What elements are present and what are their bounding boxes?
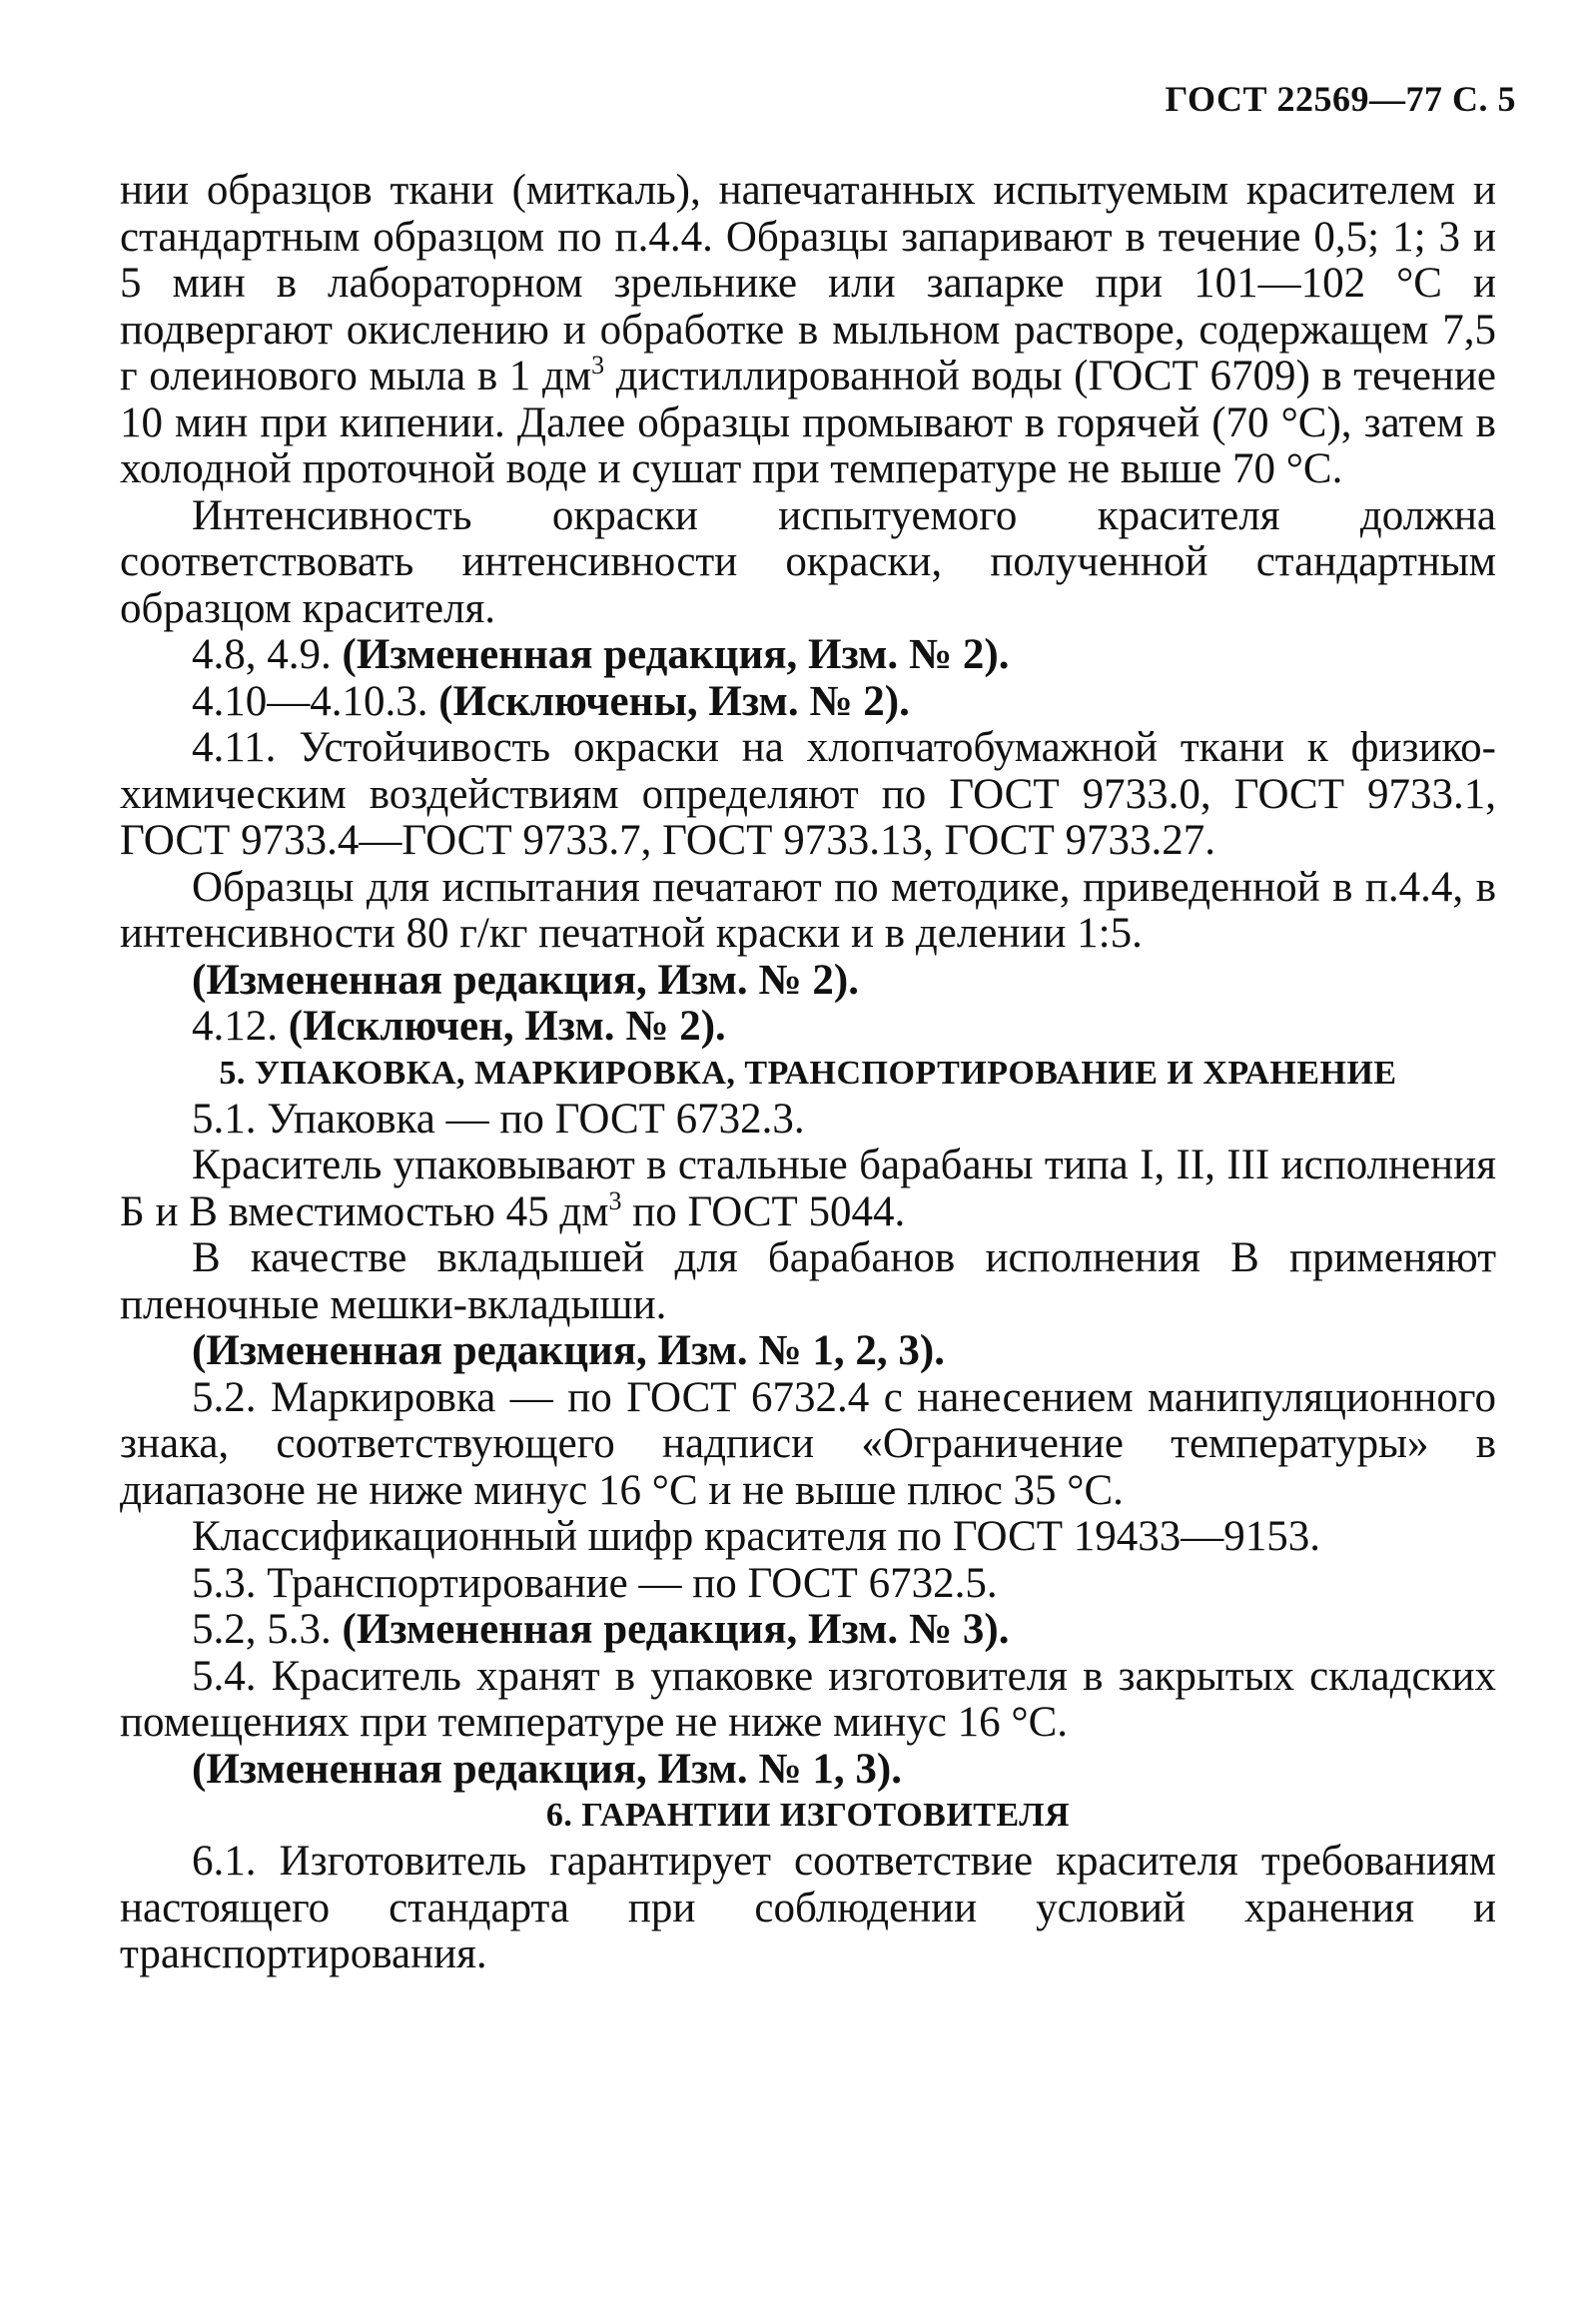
paragraph-4-11: 4.11. Устойчивость окраски на хлопчатобумажной ткани к физико-химическим воздействиям определяют по ГОСТ 9733.0, ГОСТ 9733.1, ГОСТ 9733.4—ГОСТ 9733.7, ГОСТ 9733.13, ГОСТ 9733.27.: [120, 724, 1496, 864]
amendment-note: (Измененная редакция, Изм. № 1, 2, 3).: [192, 1327, 945, 1374]
page-header: ГОСТ 22569—77 С. 5: [1165, 79, 1516, 119]
paragraph-4-10: 4.10—4.10.3. (Исключены, Изм. № 2).: [192, 677, 910, 725]
paragraph-5-2-5-3: 5.2, 5.3. (Измененная редакция, Изм. № 3).: [192, 1606, 1010, 1653]
amendment-note: (Измененная редакция, Изм. № 2).: [192, 956, 859, 1004]
amendment-note: (Измененная редакция, Изм. № 1, 3).: [192, 1745, 902, 1793]
paragraph-continuation: нии образцов ткани (миткаль), напечатанных испытуемым красителем и стандартным образцом по п.4.4. Образцы запаривают в течение 0,5; 1; 3 и 5 мин в лабораторном зрельнике или запарке при 101—102 °С и подвергают окислению и обработке в мыльном растворе, содержащем 7,5 г олеинового мыла в 1 $дм^3$ дистиллированной воды (ГОСТ 6709) в течение 10 мин при кипении. Далее образцы промывают в горячей (70 °С), затем в холодной проточной воде и сушат при температуре не выше 70 °С.: [120, 167, 1497, 492]
paragraph-6-1: 6.1. Изготовитель гарантирует соответствие красителя требованиям настоящего стандарта при соблюдении условий хранения и транспортирования.: [120, 1838, 1496, 1977]
paragraph-5-3: 5.3. Транспортирование — по ГОСТ 6732.5.: [192, 1559, 998, 1607]
paragraph-samples: Образцы для испытания печатают по методике, приведенной в п.4.4, в интенсивности 80 г/кг печатной краски и в делении 1:5.: [120, 863, 1496, 957]
paragraph-4-12: 4.12. (Исключен, Изм. № 2).: [192, 1003, 726, 1050]
paragraph-5-1: 5.1. Упаковка — по ГОСТ 6732.3.: [192, 1095, 805, 1143]
paragraph-intensity: Интенсивность окраски испытуемого красителя должна соответствовать интенсивности окраски, полученной стандартным образцом красителя.: [120, 491, 1496, 632]
paragraph-classification: Классификационный шифр красителя по ГОСТ 19433—9153.: [192, 1513, 1321, 1560]
section-6-title: 6. ГАРАНТИИ ИЗГОТОВИТЕЛЯ: [545, 1797, 1071, 1834]
paragraph-packaging: Краситель упаковывают в стальные барабаны типа I, II, III исполнения Б и В вместимостью 45 $дм^3$ по ГОСТ 5044.: [120, 1142, 1496, 1235]
paragraph-liners: В качестве вкладышей для барабанов исполнения В применяют пленочные мешки-вкладыши.: [120, 1234, 1496, 1328]
section-5-title: 5. УПАКОВКА, МАРКИРОВКА, ТРАНСПОРТИРОВАНИЕ И ХРАНЕНИЕ: [219, 1054, 1397, 1092]
paragraph-4-8: 4.8, 4.9. (Измененная редакция, Изм. № 2).: [192, 631, 1010, 678]
paragraph-5-2: 5.2. Маркировка — по ГОСТ 6732.4 с нанесением манипуляционного знака, соответствующего надписи «Ограничение температуры» в диапазоне не ниже минус 16 °С и не выше плюс 35 °С.: [120, 1373, 1496, 1514]
document-body: [120, 168, 1496, 1978]
paragraph-5-4: 5.4. Краситель хранят в упаковке изготовителя в закрытых складских помещениях при температуре не ниже минус 16 °С.: [120, 1652, 1496, 1746]
